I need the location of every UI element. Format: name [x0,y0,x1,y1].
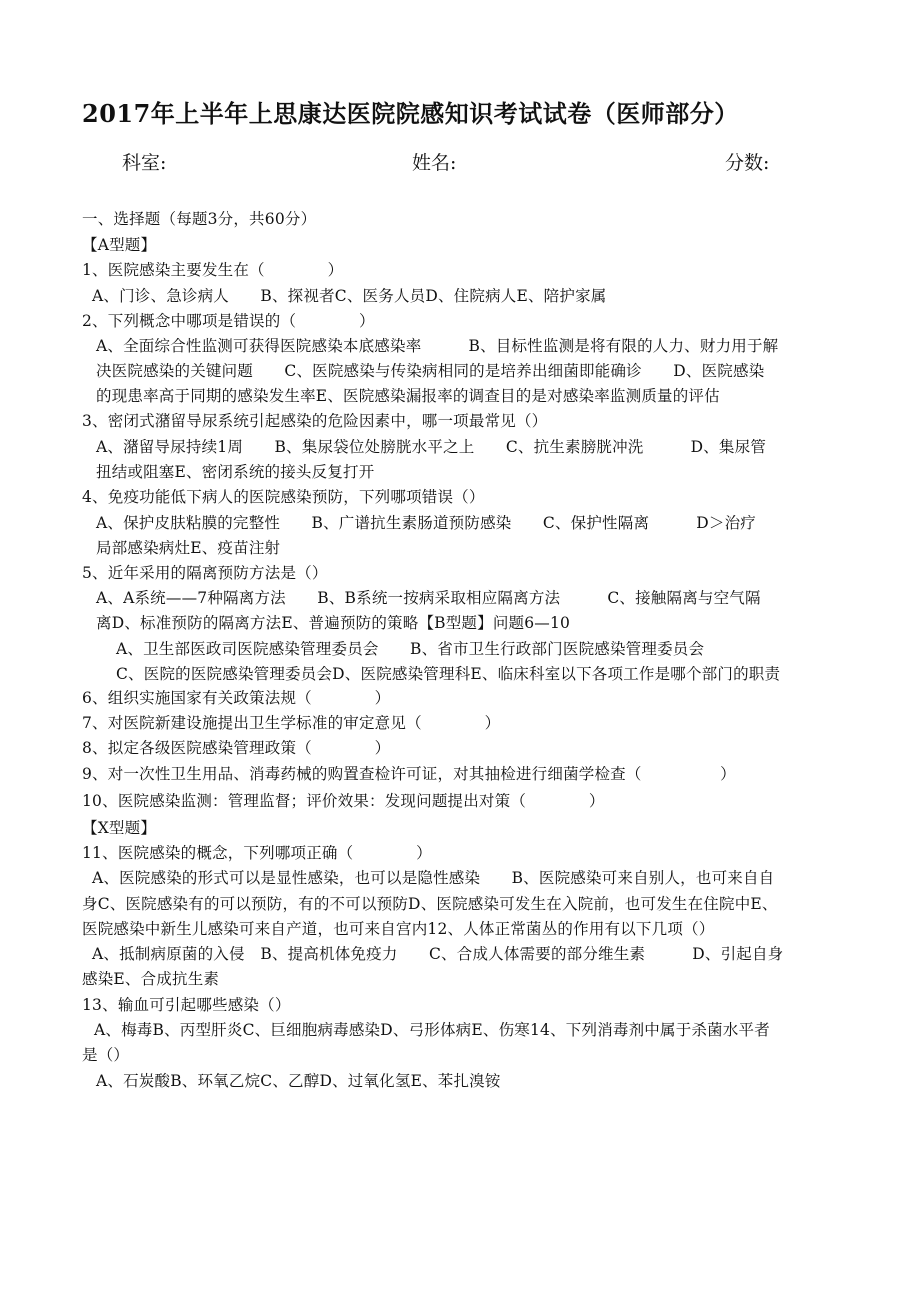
question-2: 2、下列概念中哪项是错误的（ ） [82,312,375,330]
question-4-options-line: A、保护皮肤粘膜的完整性 B、广谱抗生素肠道预防感染 C、保护性隔离 D＞治疗 [96,514,756,532]
question-6: 6、组织实施国家有关政策法规（ ） [82,689,391,707]
question-10: 10、医院感染监测：管理监督；评价效果：发现问题提出对策（ ） [82,792,605,810]
question-3-options-line: A、潴留导尿持续1周 B、集尿袋位处膀胱水平之上 C、抗生素膀胱冲洗 D、集尿管 [96,438,767,456]
question-11-options-line: A、医院感染的形式可以是显性感染，也可以是隐性感染 B、医院感染可来自别人，也可来自自 [92,869,775,887]
question-4-options-line: 局部感染病灶E、疫苗注射 [96,539,281,557]
question-4: 4、免疫功能低下病人的医院感染预防，下列哪项错误（） [82,488,485,506]
question-14-options: A、石炭酸B、环氧乙烷C、乙醇D、过氧化氢E、苯扎溴铵 [96,1072,501,1090]
section-heading: 一、选择题（每题3分，共60分） [82,210,317,228]
question-3: 3、密闭式潴留导尿系统引起感染的危险因素中，哪一项最常见（） [82,412,548,430]
question-2-options-line: 决医院感染的关键问题 C、医院感染与传染病相同的是培养出细菌即能确诊 D、医院感染 [96,362,765,380]
score-label: 分数: [725,152,770,174]
question-11-options-line: 身C、医院感染有的可以预防，有的不可以预防D、医院感染可发生在入院前，也可发生在住院中E、 [82,895,778,913]
question-3-options-line: 扭结或阻塞E、密闭系统的接头反复打开 [96,463,375,481]
name-label: 姓名: [412,152,457,174]
type-b-option-line: C、医院的医院感染管理委员会D、医院感染管理科E、临床科室以下各项工作是哪个部门的职责 [116,665,781,683]
question-5-options-line: 离D、标准预防的隔离方法E、普遍预防的策略【B型题】问题6—10 [96,614,571,632]
question-2-options-line: A、全面综合性监测可获得医院感染本底感染率 B、目标性监测是将有限的人力、财力用于解 [96,337,779,355]
question-8: 8、拟定各级医院感染管理政策（ ） [82,739,391,757]
question-12-options-line: A、抵制病原菌的入侵 B、提高机体免疫力 C、合成人体需要的部分维生素 D、引起自身 [92,945,784,963]
question-5: 5、近年采用的隔离预防方法是（） [82,564,328,582]
question-13-options-line: A、梅毒B、丙型肝炎C、巨细胞病毒感染D、弓形体病E、伤寒14、下列消毒剂中属于杀菌水平者 [94,1021,770,1039]
question-5-options-line: A、A系统——7种隔离方法 B、B系统一按病采取相应隔离方法 C、接触隔离与空气隔 [96,589,761,607]
question-7: 7、对医院新建设施提出卫生学标准的审定意见（ ） [82,714,501,732]
question-11: 11、医院感染的概念，下列哪项正确（ ） [82,844,432,862]
question-12-options-line: 感染E、合成抗生素 [82,970,220,988]
type-b-option-line: A、卫生部医政司医院感染管理委员会 B、省市卫生行政部门医院感染管理委员会 [116,640,705,658]
question-14-line: 是（） [82,1046,130,1064]
question-2-options-line: 的现患率高于同期的感染发生率E、医院感染漏报率的调查目的是对感染率监测质量的评估 [96,387,720,405]
department-label: 科室: [122,152,167,174]
question-1: 1、医院感染主要发生在（ ） [82,261,344,279]
type-a-heading: 【A型题】 [82,236,157,254]
question-13: 13、输血可引起哪些感染（） [82,996,291,1014]
question-9: 9、对一次性卫生用品、消毒药械的购置查检许可证，对其抽检进行细菌学检查（ ） [82,765,736,783]
question-11-options-line: 医院感染中新生儿感染可来自产道，也可来自宫内12、人体正常菌丛的作用有以下几项（） [82,920,715,938]
question-1-options: A、门诊、急诊病人 B、探视者C、医务人员D、住院病人E、陪护家属 [92,287,607,305]
exam-title: 2017年上半年上思康达医院院感知识考试试卷（医师部分） [82,99,739,128]
type-x-heading: 【X型题】 [82,819,157,837]
